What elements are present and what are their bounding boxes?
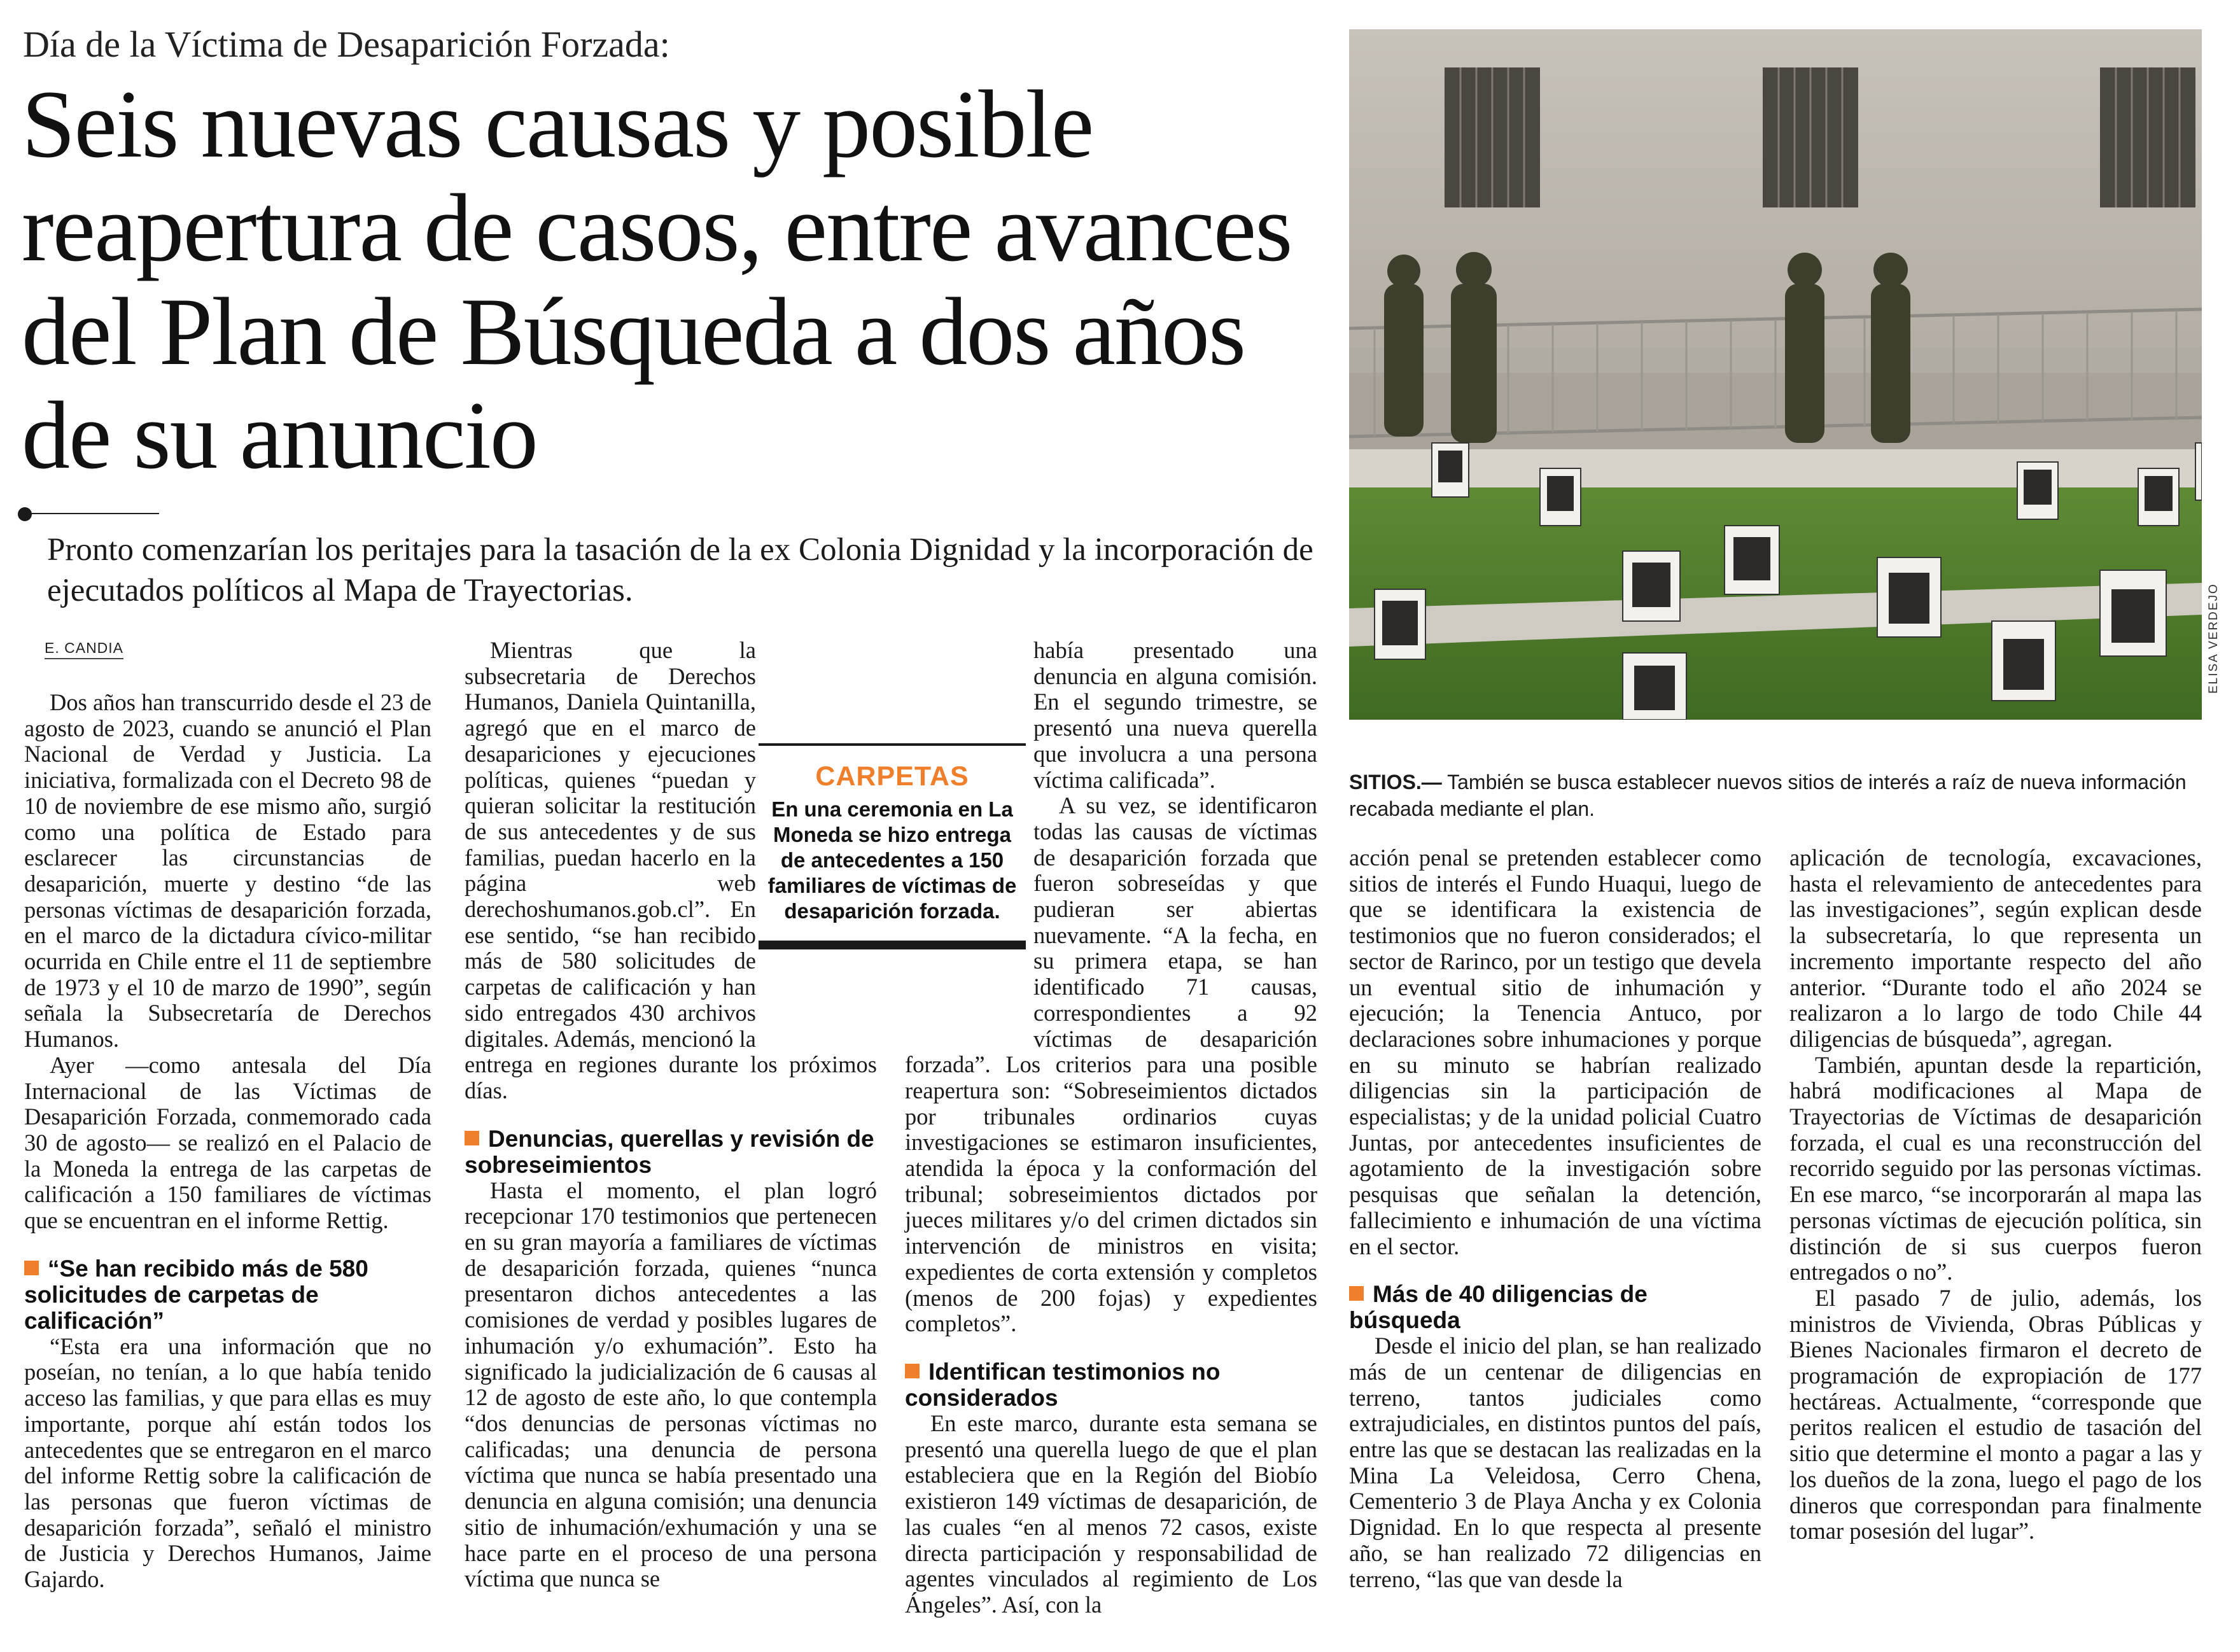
headline: Seis nuevas causas y posible reapertura de casos, entre avances del Plan de Búsqueda a dos años de su anuncio [22, 71, 1292, 489]
paragraph: El pasado 7 de julio, además, los ministros de Vivienda, Obras Públicas y Bienes Nacionales firmaron el decreto de programación de expropiación de 177 hectáreas. Actualmente, “corresponde que peritos realicen el estudio de tasación del sitio que determine el monto a pagar a las y los dueños de la zona, luego el pago de los dineros que correspondan para finalmente tomar posesión del lugar”. [1789, 1284, 2202, 1544]
paragraph: Ayer —como antesala del Día Internacional de las Víctimas de Desaparición Forzada, conmemorado cada 30 de agosto— se realizó en el Palacio de la Moneda la entrega de las carpetas de calificación a 150 familiares de víctimas que se encuentran en el informe Rettig. [24, 1051, 431, 1234]
column-5 [1789, 845, 2202, 1544]
subheading-text: Más de 40 diligencias de búsqueda [1349, 1281, 1648, 1334]
paragraph: Mientras que la subsecretaria de Derechos Humanos, Daniela Quintanilla, agregó que en el marco de desapariciones y ejecuciones políticas, quienes “puedan y quieran solicitar la restitución de sus antecedentes y de sus familias, puedan hacerlo en la página web derechoshumanos.gob.cl”. En ese sentido, “se han recibido más de 580 solicitudes de carpetas de calificación y han sido entregados 430 archivos digitales. Además, mencionó la entrega en regiones durante los próximos días. [465, 637, 877, 1103]
photo-credit: ELISA VERDEJO [2207, 583, 2220, 694]
subheading-text: “Se han recibido más de 580 solicitudes de carpetas de calificación” [24, 1255, 368, 1334]
rule-line [25, 513, 159, 514]
caption-text: También se busca establecer nuevos sitios de interés a raíz de nueva información recabada mediante el plan. [1349, 771, 2187, 820]
paragraph: Hasta el momento, el plan logró recepcionar 170 testimonios que pertenecen en su gran mayoría a familiares de víctimas de desaparición forzada, quienes “nunca presentaron dichos antecedentes a las comisiones de verdad y posibles lugares de inhumación y/o exhumación”. Esto ha significado la judicialización de 6 causas al 12 de agosto de este año, lo que contempla “dos denuncias de personas víctimas no calificadas; una denuncia de persona víctima que nunca se había presentado una denuncia en alguna comisión; una denuncia sitio de inhumación/exhumación y una se hace parte en el proceso de una persona víctima que nunca se [465, 1177, 877, 1592]
rule-dot [18, 507, 32, 521]
subheading [465, 1126, 877, 1178]
paragraph: A su vez, se identificaron todas las causas de víctimas de desaparición forzada que fueron sobreseídas y que pudieran ser abiertas nuevamente. “A la fecha, en su primera etapa, se han identificado 71 causas, correspondientes a 92 víctimas de desaparición forzada”. Los criterios para una posible reapertura son: “Sobreseimientos dictados por tribunales ordinarios cuyas investigaciones se estimaron insuficientes, atendida la época y la conformación del tribunal; sobreseimientos dictados por jueces militares y/o del crimen dictados sin intervención de ministros en visita; expedientes de corta extensión y completos (menos de 200 fojas) y expedientes completos”. [905, 792, 1317, 1337]
caption-label: SITIOS.— [1349, 771, 1442, 794]
column-1 [24, 690, 431, 1593]
paragraph: “Esta era una información que no poseían, no tenían, a lo que había tenido acceso las familias, y que para ellas es muy importante, porque ahí están todos los antecedentes que se entregaron en el marco del informe Rettig sobre la calificación de las personas que fueron víctimas de desaparición forzada”, señaló el ministro de Justicia y Derechos Humanos, Jaime Gajardo. [24, 1333, 431, 1593]
sidebar-bottom-bar [759, 941, 1026, 949]
paragraph: Dos años han transcurrido desde el 23 de agosto de 2023, cuando se anunció el Plan Nacional de Verdad y Justicia. La iniciativa, formalizada con el Decreto 98 de 10 de noviembre de ese mismo año, surgió como una política de Estado para esclarecer las circunstancias de desaparición, muerte y destino “de las personas víctimas de desaparición forzada, en el marco de la dictadura cívico-militar ocurrida en Chile entre el 11 de septiembre de 1973 y el 10 de marzo de 1990”, según señala la Subsecretaría de Derechos Humanos. [24, 689, 431, 1053]
paragraph: aplicación de tecnología, excavaciones, hasta el relevamiento de antecedentes para las investigaciones”, según explican desde la subsecretaría, lo que representa un incremento importante respecto del año anterior. “Durante todo el año 2024 se realizaron a lo largo de todo Chile 44 diligencias de búsqueda”, agregan. [1789, 844, 2202, 1052]
orange-square-icon [1349, 1286, 1364, 1301]
subheading-text: Identifican testimonios no considerados [905, 1358, 1221, 1411]
orange-square-icon [905, 1364, 920, 1378]
subheading [905, 1359, 1317, 1411]
subheading [24, 1256, 431, 1334]
orange-square-icon [24, 1261, 39, 1275]
deck: Pronto comenzarían los peritajes para la tasación de la ex Colonia Dignidad y la incorporación de ejecutados políticos al Mapa de Trayectorias. [47, 532, 1313, 608]
photo [1349, 29, 2202, 720]
photo-illustration [1349, 29, 2202, 720]
kicker: Día de la Víctima de Desaparición Forzada: [23, 24, 670, 65]
paragraph: En este marco, durante esta semana se presentó una querella luego de que el plan estableciera que en la Región del Biobío existieron 149 víctimas de desaparición, de las cuales “en al menos 72 casos, existe directa participación y responsabilidad de agentes vinculados al regimiento de Los Ángeles”. Así, con la [905, 1410, 1317, 1618]
sidebar-title: CARPETAS [815, 761, 969, 792]
paragraph: acción penal se pretenden establecer como sitios de interés el Fundo Huaqui, luego de que se identificara la existencia de testimonios que no fueron considerados; el sector de Rarinco, por un testigo que devela un eventual sitio de inhumación y ejecución; la Tenencia Antuco, por declaraciones sobre inhumaciones y porque en su minuto se habrían realizado diligencias sin la participación de especialistas; y de la unidad policial Cuatro Juntas, por antecedentes insuficientes de agotamiento de la investigación sobre pesquisas que señalan la detención, fallecimiento e inhumación de una víctima en el sector. [1349, 844, 1761, 1259]
orange-square-icon [465, 1131, 479, 1145]
byline: E. CANDIA [45, 640, 123, 659]
subheading-text: Denuncias, querellas y revisión de sobreseimientos [465, 1125, 874, 1178]
photo-caption [1349, 769, 2208, 822]
paragraph: Desde el inicio del plan, se han realizado más de un centenar de diligencias en terreno, tantos judiciales como extrajudiciales, en distintos puntos del país, entre las que se destacan las realizadas en la Mina La Veleidosa, Cerro Chena, Cementerio 3 de Playa Ancha y ex Colonia Dignidad. En lo que respecta al presente año, se han realizado 72 diligencias en terreno, “las que van desde la [1349, 1333, 1761, 1592]
subheading [1349, 1281, 1761, 1333]
column-4 [1349, 845, 1761, 1592]
sidebar-text: En una ceremonia en La Moneda se hizo entrega de antecedentes a 150 familiares de víctimas de desaparición forzada. [767, 797, 1017, 923]
paragraph: También, apuntan desde la repartición, habrá modificaciones al Mapa de Trayectorias de Víctimas de desaparición forzada, el cual es una reconstrucción del recorrido seguido por las personas víctimas. En ese marco, “se incorporarán al mapa las personas víctimas de ejecución política, sin distinción de si sus cuerpos fueron entregados o no”. [1789, 1051, 2202, 1285]
paragraph: había presentado una denuncia en alguna comisión. En el segundo trimestre, se presentó una nueva querella que involucra a una persona víctima calificada”. [1033, 637, 1317, 793]
